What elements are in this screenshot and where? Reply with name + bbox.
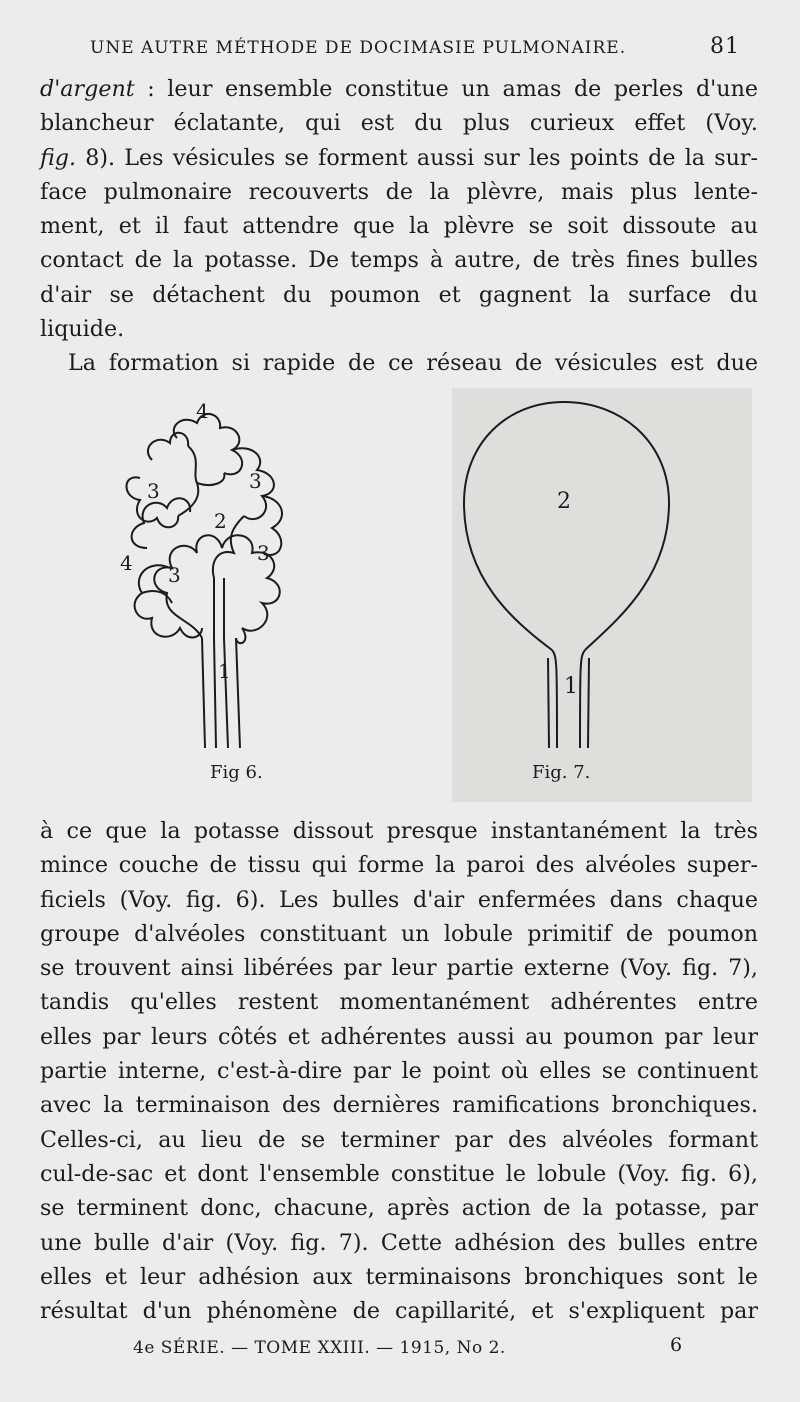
text-line: blancheur éclatante, qui est du plus curieux effet (Voy. [40,110,758,137]
text-line: une bulle d'air (Voy. fig. 7). Cette adhésion des bulles entre [40,1229,758,1256]
series-info: 4e SÉRIE. — TOME XXIII. — 1915, No 2. [133,1338,506,1358]
fig6-label: 4 [120,551,133,575]
running-head [90,34,740,64]
running-title: UNE AUTRE MÉTHODE DE DOCIMASIE PULMONAIRE. [90,38,627,58]
fig6-label: 3 [249,469,262,493]
text-line: ficiels (Voy. fig. 6). Les bulles d'air enfermées dans chaque [40,886,758,913]
fig6-label: 2 [214,509,227,533]
page-number: 81 [710,34,740,59]
fig6-lobule-drawing [127,414,283,748]
fig6-label: 3 [168,563,181,587]
bleed-through-shade [452,388,752,802]
text-line: d'air se détachent du poumon et gagnent la surface du [40,281,758,308]
fig6-label: 3 [147,479,160,503]
fig6-label: 3 [257,541,270,565]
text-line: face pulmonaire recouverts de la plèvre, mais plus lente- [40,178,758,205]
text-line: Celles-ci, au lieu de se terminer par des alvéoles formant [40,1126,758,1153]
text-line: ment, et il faut attendre que la plèvre se soit dissoute au [40,213,758,240]
text-line: se terminent donc, chacune, après action de la potasse, par [40,1195,758,1222]
text-line: se trouvent ainsi libérées par leur partie externe (Voy. fig. 7), [40,955,758,982]
text-line: avec la terminaison des dernières ramifications bronchiques. [40,1092,758,1119]
text-line: résultat d'un phénomène de capillarité, et s'expliquent par [40,1298,758,1325]
text-line: mince couche de tissu qui forme la paroi des alvéoles super- [40,852,758,879]
text-line: fig. 8). Les vésicules se forment aussi sur les points de la sur- [40,144,758,171]
fig6-label: 1 [218,659,231,683]
fig6-label: 4 [196,399,209,423]
text-line: contact de la potasse. De temps à autre, de très fines bulles [40,247,758,274]
paragraph-2 [40,814,758,1328]
text-line: cul-de-sac et dont l'ensemble constitue le lobule (Voy. fig. 6), [40,1160,758,1187]
page-footer [0,1334,800,1364]
text-line: à ce que la potasse dissout presque instantanément la très [40,818,758,844]
text-line: groupe d'alvéoles constituant un lobule primitif de poumon [40,920,758,947]
figures-illustration [52,388,758,802]
text-line: liquide. [40,316,125,343]
fig7-label: 1 [564,674,578,699]
signature-mark: 6 [670,1334,683,1356]
text-line: d'argent : leur ensemble constitue un amas de perles d'une [40,76,758,102]
fig6-caption: Fig 6. [210,762,263,783]
text-line: partie interne, c'est-à-dire par le point où elles se continuent [40,1058,758,1085]
fig7-caption: Fig. 7. [532,762,591,783]
text-line: elles par leurs côtés et adhérentes aussi au poumon par leur [40,1023,758,1050]
paragraph-1 [40,72,758,381]
text-line: tandis qu'elles restent momentanément adhérentes entre [40,989,758,1016]
text-line: elles et leur adhésion aux terminaisons bronchiques sont le [40,1263,758,1290]
figure-area [52,388,758,802]
text-line: La formation si rapide de ce réseau de vésicules est due [68,350,758,377]
fig7-label: 2 [557,489,571,514]
